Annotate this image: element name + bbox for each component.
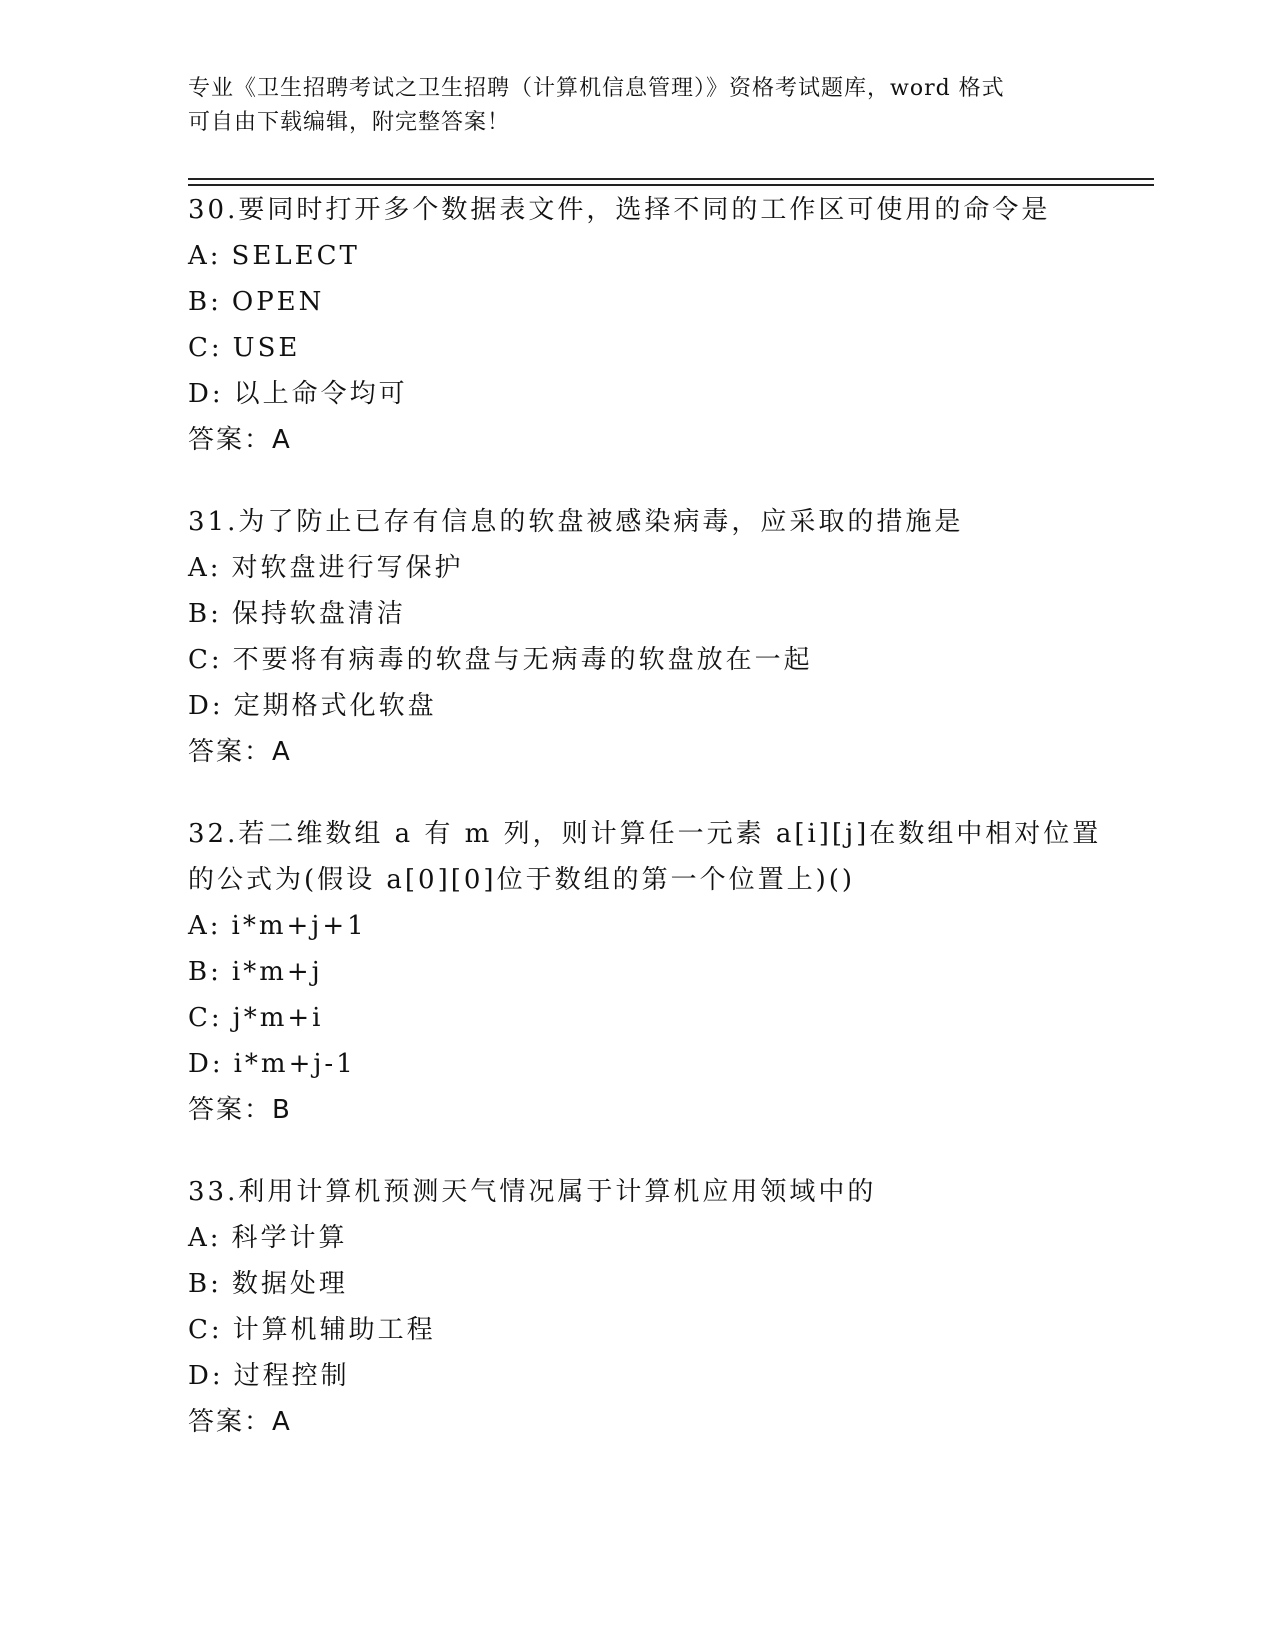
option-label: D: <box>188 379 224 409</box>
option-label: B: <box>188 1269 222 1299</box>
question-32 <box>188 811 1102 1133</box>
option-text: i*m+j-1 <box>233 1049 356 1079</box>
option-d <box>188 683 1088 729</box>
option-text: 科学计算 <box>231 1223 348 1253</box>
answer-line: 答案：A <box>188 425 292 455</box>
question-31 <box>188 499 1088 775</box>
option-text: 数据处理 <box>231 1269 348 1299</box>
option-b <box>188 279 1088 325</box>
option-text: 过程控制 <box>233 1361 350 1391</box>
option-label: A: <box>188 241 222 271</box>
option-label: D: <box>188 691 224 721</box>
option-label: D: <box>188 1361 224 1391</box>
question-30 <box>188 187 1088 463</box>
option-a <box>188 233 1088 279</box>
option-text: SELECT <box>231 241 360 271</box>
option-label: B: <box>188 599 222 629</box>
option-label: A: <box>188 1223 222 1253</box>
option-text: i*m+j+1 <box>231 911 367 941</box>
option-text: 不要将有病毒的软盘与无病毒的软盘放在一起 <box>232 645 813 675</box>
question-text: 31.为了防止已存有信息的软盘被感染病毒，应采取的措施是 <box>188 507 964 537</box>
option-label: A: <box>188 911 222 941</box>
option-a <box>188 1215 1088 1261</box>
answer-line: 答案：B <box>188 1095 292 1125</box>
option-b <box>188 949 1088 995</box>
option-d <box>188 1041 1088 1087</box>
option-c <box>188 1307 1088 1353</box>
option-c <box>188 325 1088 371</box>
option-text: 对软盘进行写保护 <box>231 553 464 583</box>
question-33 <box>188 1169 1088 1445</box>
option-text: j*m+i <box>232 1003 324 1033</box>
header-line: 专业《卫生招聘考试之卫生招聘（计算机信息管理）》资格考试题库，word 格式 <box>188 76 1005 101</box>
option-c <box>188 637 1088 683</box>
option-text: 保持软盘清洁 <box>231 599 406 629</box>
header-line: 可自由下载编辑，附完整答案！ <box>188 110 511 135</box>
option-b <box>188 591 1088 637</box>
question-text: 33.利用计算机预测天气情况属于计算机应用领域中的 <box>188 1177 877 1207</box>
option-d <box>188 1353 1088 1399</box>
option-c <box>188 995 1088 1041</box>
option-label: C: <box>188 1003 223 1033</box>
option-label: C: <box>188 1315 223 1345</box>
answer-line: 答案：A <box>188 737 292 767</box>
option-label: D: <box>188 1049 224 1079</box>
question-list <box>188 187 1102 1481</box>
option-a <box>188 545 1088 591</box>
option-label: C: <box>188 645 223 675</box>
question-text: 32.若二维数组 a 有 m 列，则计算任一元素 a[i][j]在数组中相对位置 <box>188 819 1102 849</box>
answer-line: 答案：A <box>188 1407 292 1437</box>
header-divider-top <box>188 178 1154 180</box>
option-d <box>188 371 1088 417</box>
option-b <box>188 1261 1088 1307</box>
option-text: i*m+j <box>231 957 323 987</box>
option-label: A: <box>188 553 222 583</box>
question-text: 30.要同时打开多个数据表文件，选择不同的工作区可使用的命令是 <box>188 195 1051 225</box>
option-a <box>188 903 1088 949</box>
option-text: 计算机辅助工程 <box>232 1315 436 1345</box>
option-text: USE <box>232 333 301 363</box>
document-header <box>188 72 1068 140</box>
question-text-continued: 的公式为(假设 a[0][0]位于数组的第一个位置上)() <box>188 865 855 895</box>
option-label: C: <box>188 333 223 363</box>
option-label: B: <box>188 957 222 987</box>
option-text: OPEN <box>231 287 325 317</box>
option-label: B: <box>188 287 222 317</box>
option-text: 定期格式化软盘 <box>233 691 437 721</box>
header-divider-bottom <box>188 184 1154 186</box>
option-text: 以上命令均可 <box>233 379 408 409</box>
